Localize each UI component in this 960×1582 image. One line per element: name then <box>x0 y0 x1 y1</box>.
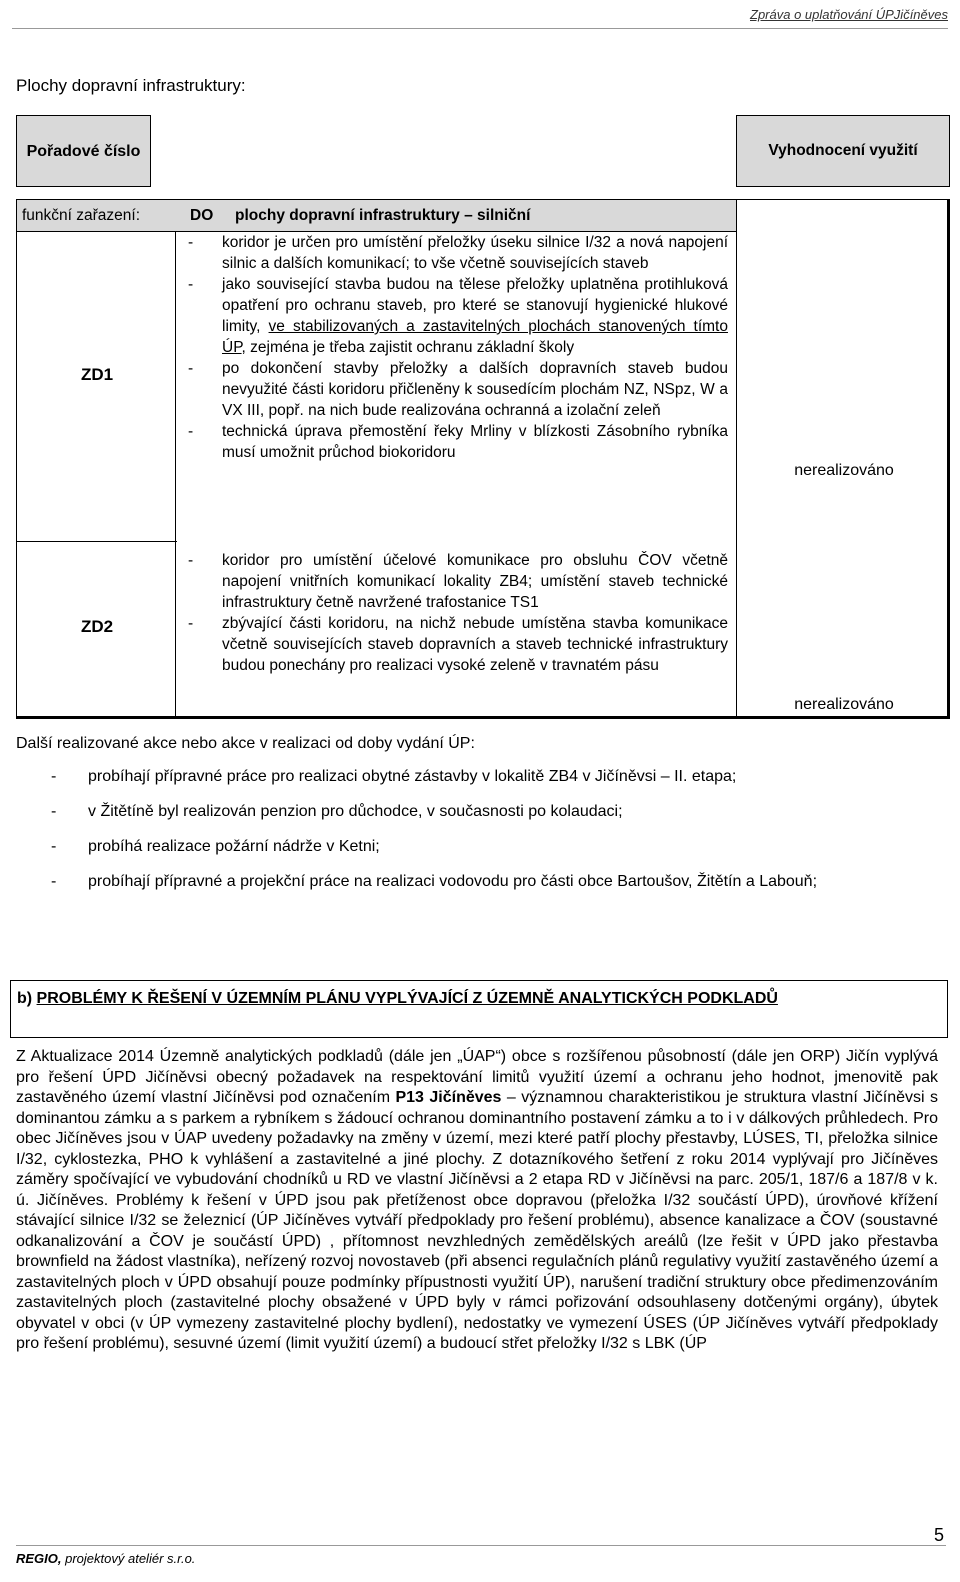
uap-problems-paragraph: Z Aktualizace 2014 Územně analytických podkladů (dále jen „ÚAP“) obce s rozšířenou působností (dále jen ORP) Jičín vyplývá pro řešení ÚPD Jičíněvsi obecný požadavek na respektování limitů využití území a ochranu jeho hodnot, jmenovitě pak zastavěného území vlastní Jičíněvsi pod označením P13 Jičíněves – významnou charakteristikou je struktura vlastní Jičíněvsi s dominantou zámku a s parkem a rybníkem s žádoucí ochranou dominantního postavení zámku a to i v dálkových průhledech. Pro obec Jičíněves jsou v ÚAP uvedeny požadavky na změny v území, mezi které patří plochy přestavby, LÚSES, TI, přeložka silnice I/32, cyklostezka, PHO k vyhlášení a zastavitelné a jiné plochy. Z dotazníkového šetření z roku 2014 vyplývají pro Jičíněves záměry spočívající ve vybudování chodníků u RD ve vlastní Jičíněvsi a 2 etapa RD v Jičíněvsi na parc. 205/1, 187/6 a 187/8 v k. ú. Jičíněves. Problémy k řešení v ÚPD jsou pak přetíženost obce dopravou (přeložka I/32 součástí ÚPD), úrovňové křížení stávající silnice I/32 se železnicí (ÚP Jičíněves vytváří předpoklady pro řešení problému), absence kanalizace a ČOV (soustavné odkanalizování a ČOV je součástí ÚPD) , přítomnost nevzhledných zemědělských areálů (lze řešit v ÚPD jako přestavba brownfield na žádost vlastníka), neřízený rozvoj novostaveb (při absenci regulačních plánů regulativy využití zastavěného území a zastavitelných ploch v ÚPD obsahují pouze podmínky přípustnosti využití ÚP), narušení tradiční struktury obce předimenzováním zastavitelných ploch (zastavitelné plochy obsažené v ÚPD byly v rámci pořizování odsouhlaseny dotčenými orgány), úbytek obyvatel v obci (v ÚP vymezeny zastavitelné plochy bydlení), nedostatky ve vymezení ÚSES (ÚP Jičíněves vytváří předpoklady pro řešení problému), sesuvné území (limit využití území) a budoucí střet přeložky I/32 s LBK (ÚP <box>16 1048 939 1352</box>
status-zd1: nerealizováno <box>794 462 894 479</box>
list-item: - technická úprava přemostění řeky Mrliny v blízkosti Zásobního rybníka musí umožnit průchod biokoridoru <box>188 423 728 461</box>
list-item: - zbývající části koridoru, na nichž nebude umístěna stavba komunikace včetně souvisejících staveb dopravních a staveb technické infrastruktury budou ponechány pro realizaci vysoké zeleně v travnatém pásu <box>188 615 728 674</box>
function-type-name: plochy dopravní infrastruktury – silniční <box>235 207 531 224</box>
list-item: - koridor je určen pro umístění přeložky úseku silnice I/32 a nová napojení silnic a dalších komunikací; to vše včetně souvisejících staveb <box>188 234 728 272</box>
section-b-heading-box <box>10 980 948 1038</box>
order-number-column <box>16 232 176 719</box>
function-type-code: DO <box>190 207 214 224</box>
description-column <box>176 232 736 719</box>
column-header-evaluation: Vyhodnocení využití <box>736 115 950 187</box>
footer-organization: REGIO, projektový ateliér s.r.o. <box>16 1551 196 1566</box>
column-header-order-number: Pořadové číslo <box>16 115 151 187</box>
further-actions-heading: Další realizované akce nebo akce v realizaci od doby vydání ÚP: <box>16 735 475 752</box>
list-item: - jako související stavba budou na tělese přeložky uplatněna protihluková opatření pro ochranu staveb, pro které se stanovují hygienické hlukové limity, ve stabilizovaných a zastavitelných plochách stanovených tímto ÚP, zejména je třeba zajistit ochranu základní školy <box>188 276 728 356</box>
section-b-heading: b) PROBLÉMY K ŘEŠENÍ V ÚZEMNÍM PLÁNU VYPLÝVAJÍCÍ Z ÚZEMNĚ ANALYTICKÝCH PODKLADŮ <box>17 990 778 1007</box>
list-item: - probíhají přípravné práce pro realizaci obytné zástavby v lokalitě ZB4 v Jičíněvsi – II. etapa; <box>51 768 737 785</box>
evaluation-column <box>736 199 950 719</box>
zd1-conditions-list <box>182 232 728 463</box>
transport-areas-table <box>12 115 954 723</box>
list-item: - po dokončení stavby přeložky a dalších dopravních staveb budou nevyužité části koridoru přičleněny k sousedícím plochám NZ, NSpz, W a VX III, popř. na nich bude realizována ochranná a izolační zeleň <box>188 360 728 419</box>
further-actions-list <box>16 766 946 906</box>
section-title: Plochy dopravní infrastruktury: <box>16 76 246 95</box>
list-item: - v Žitětíně byl realizován penzion pro důchodce, v současnosti po kolaudaci; <box>51 803 623 820</box>
header-divider <box>12 28 948 29</box>
function-type-row <box>16 199 736 232</box>
underlined-phrase: ve stabilizovaných a zastavitelných plochách stanovených tímto ÚP <box>222 318 728 356</box>
footer-divider <box>16 1545 946 1546</box>
document-header-title: Zpráva o uplatňování ÚPJičíněves <box>750 7 948 22</box>
list-item: - probíhají přípravné a projekční práce na realizaci vodovodu pro části obce Bartoušov, Žitětín a Labouň; <box>51 873 818 890</box>
list-item: - koridor pro umístění účelové komunikace pro obsluhu ČOV včetně napojení vnitřních komunikací lokality ZB4; umístění staveb technické infrastruktury četně navržené trafostanice TS1 <box>188 552 728 611</box>
row-code-zd1: ZD1 <box>80 365 114 384</box>
highlighted-term: P13 Jičíněves <box>395 1089 502 1106</box>
function-type-label: funkční zařazení: <box>22 207 141 224</box>
row-divider <box>17 541 177 542</box>
zd2-conditions-list <box>182 550 728 676</box>
page-number: 5 <box>933 1525 944 1545</box>
list-item: - probíhá realizace požární nádrže v Ketni; <box>51 838 380 855</box>
row-code-zd2: ZD2 <box>80 617 114 636</box>
status-zd2: nerealizováno <box>794 696 894 713</box>
